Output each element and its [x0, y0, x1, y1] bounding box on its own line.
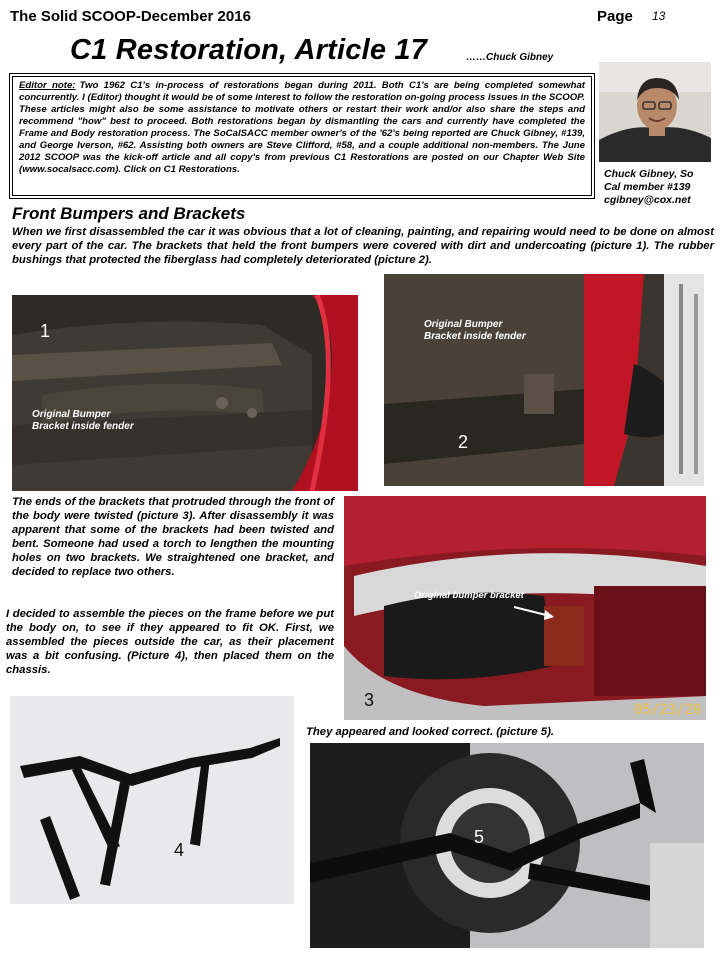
- paragraph-brackets: The ends of the brackets that protruded through the front of the body were twisted (picture 3). After disassembly it was apparent that some of the brackets had been twisted and bent. Someone had used a torch to lengthen the mounting holes on two brackets. We straightened one bracket, and decided to replace two others.: [12, 496, 334, 578]
- photo-2-number: 2: [458, 432, 469, 452]
- editor-note-box: [12, 76, 592, 196]
- photo-2-label: [424, 319, 526, 343]
- editor-note-label: Editor note:: [19, 80, 76, 91]
- photo-3-date: 05/23/20: [634, 702, 702, 718]
- article-title: C1 Restoration, Article 17: [70, 34, 428, 66]
- arrow-icon: [512, 604, 556, 620]
- photo-5-number: 5: [474, 827, 485, 847]
- publication-title: The Solid SCOOP-December 2016: [10, 8, 251, 25]
- page-label: Page: [597, 8, 633, 25]
- photo-3-label: Original bumper bracket: [414, 590, 524, 601]
- photo-4-number: 4: [174, 840, 185, 860]
- author-email[interactable]: cgibney@cox.net: [604, 194, 691, 206]
- photo-2: [384, 274, 704, 486]
- photo-1-number: 1: [40, 321, 51, 341]
- photo-1-label-line1: Original Bumper: [32, 409, 111, 420]
- author-name: Chuck Gibney, So: [604, 168, 694, 180]
- photo-4: [10, 696, 294, 904]
- paragraph-result: They appeared and looked correct. (picture 5).: [306, 726, 554, 738]
- article-byline: ……Chuck Gibney: [466, 52, 554, 63]
- photo-5: [310, 743, 704, 948]
- photo-2-label-line1: Original Bumper: [424, 319, 503, 330]
- editor-note-text: Two 1962 C1's in-process of restorations began during 2011. Both C1's are being completed somewhat concurrently. I (Editor) thought it would be of some interest to follow the restoration on-going process issues in the SCOOP. These articles might also be some assistance to motivate others or restart their work and/or also share the steps and recommend "how" best to proceed. Both restorations began by dismantling the cars and currently have completed the Frame and Body restoration process. The SoCalSACC member owner's of the '62's being reported are Chuck Gibney, #139, and George Iverson, #62. Assisting both owners are Steve Clifford, #58, and a couple additional non-members. The June 2012 SCOOP was the kick-off article and all copy's from previous C1 Restorations are posted on our Chapter Web Site (www.socalsacc.com). Click on C1 Restorations.: [19, 80, 586, 175]
- section-title: Front Bumpers and Brackets: [12, 204, 246, 223]
- photo-3-number: 3: [364, 690, 375, 710]
- paragraph-intro: When we first disassembled the car it was obvious that a lot of cleaning, painting, and repairing would need to be done on almost every part of the car. The brackets that held the front bumpers were covered with dirt and undercoating (picture 1). The rubber bushings that protected the fiberglass had completely deteriorated (picture 2).: [12, 226, 714, 266]
- page-number: 13: [652, 9, 666, 23]
- photo-3: [344, 496, 706, 720]
- author-caption: [604, 168, 716, 207]
- photo-1-label: [32, 409, 134, 433]
- photo-1: [12, 295, 358, 491]
- photo-2-label-line2: Bracket inside fender: [424, 331, 526, 342]
- author-member: Cal member #139: [604, 181, 691, 193]
- paragraph-assembly: I decided to assemble the pieces on the frame before we put the body on, to see if they appeared to fit OK. First, we assembled the pieces outside the car, as their placement was a bit confusing. (Picture 4), then placed them on the chassis.: [6, 608, 334, 676]
- photo-1-label-line2: Bracket inside fender: [32, 421, 134, 432]
- author-photo: [599, 62, 711, 162]
